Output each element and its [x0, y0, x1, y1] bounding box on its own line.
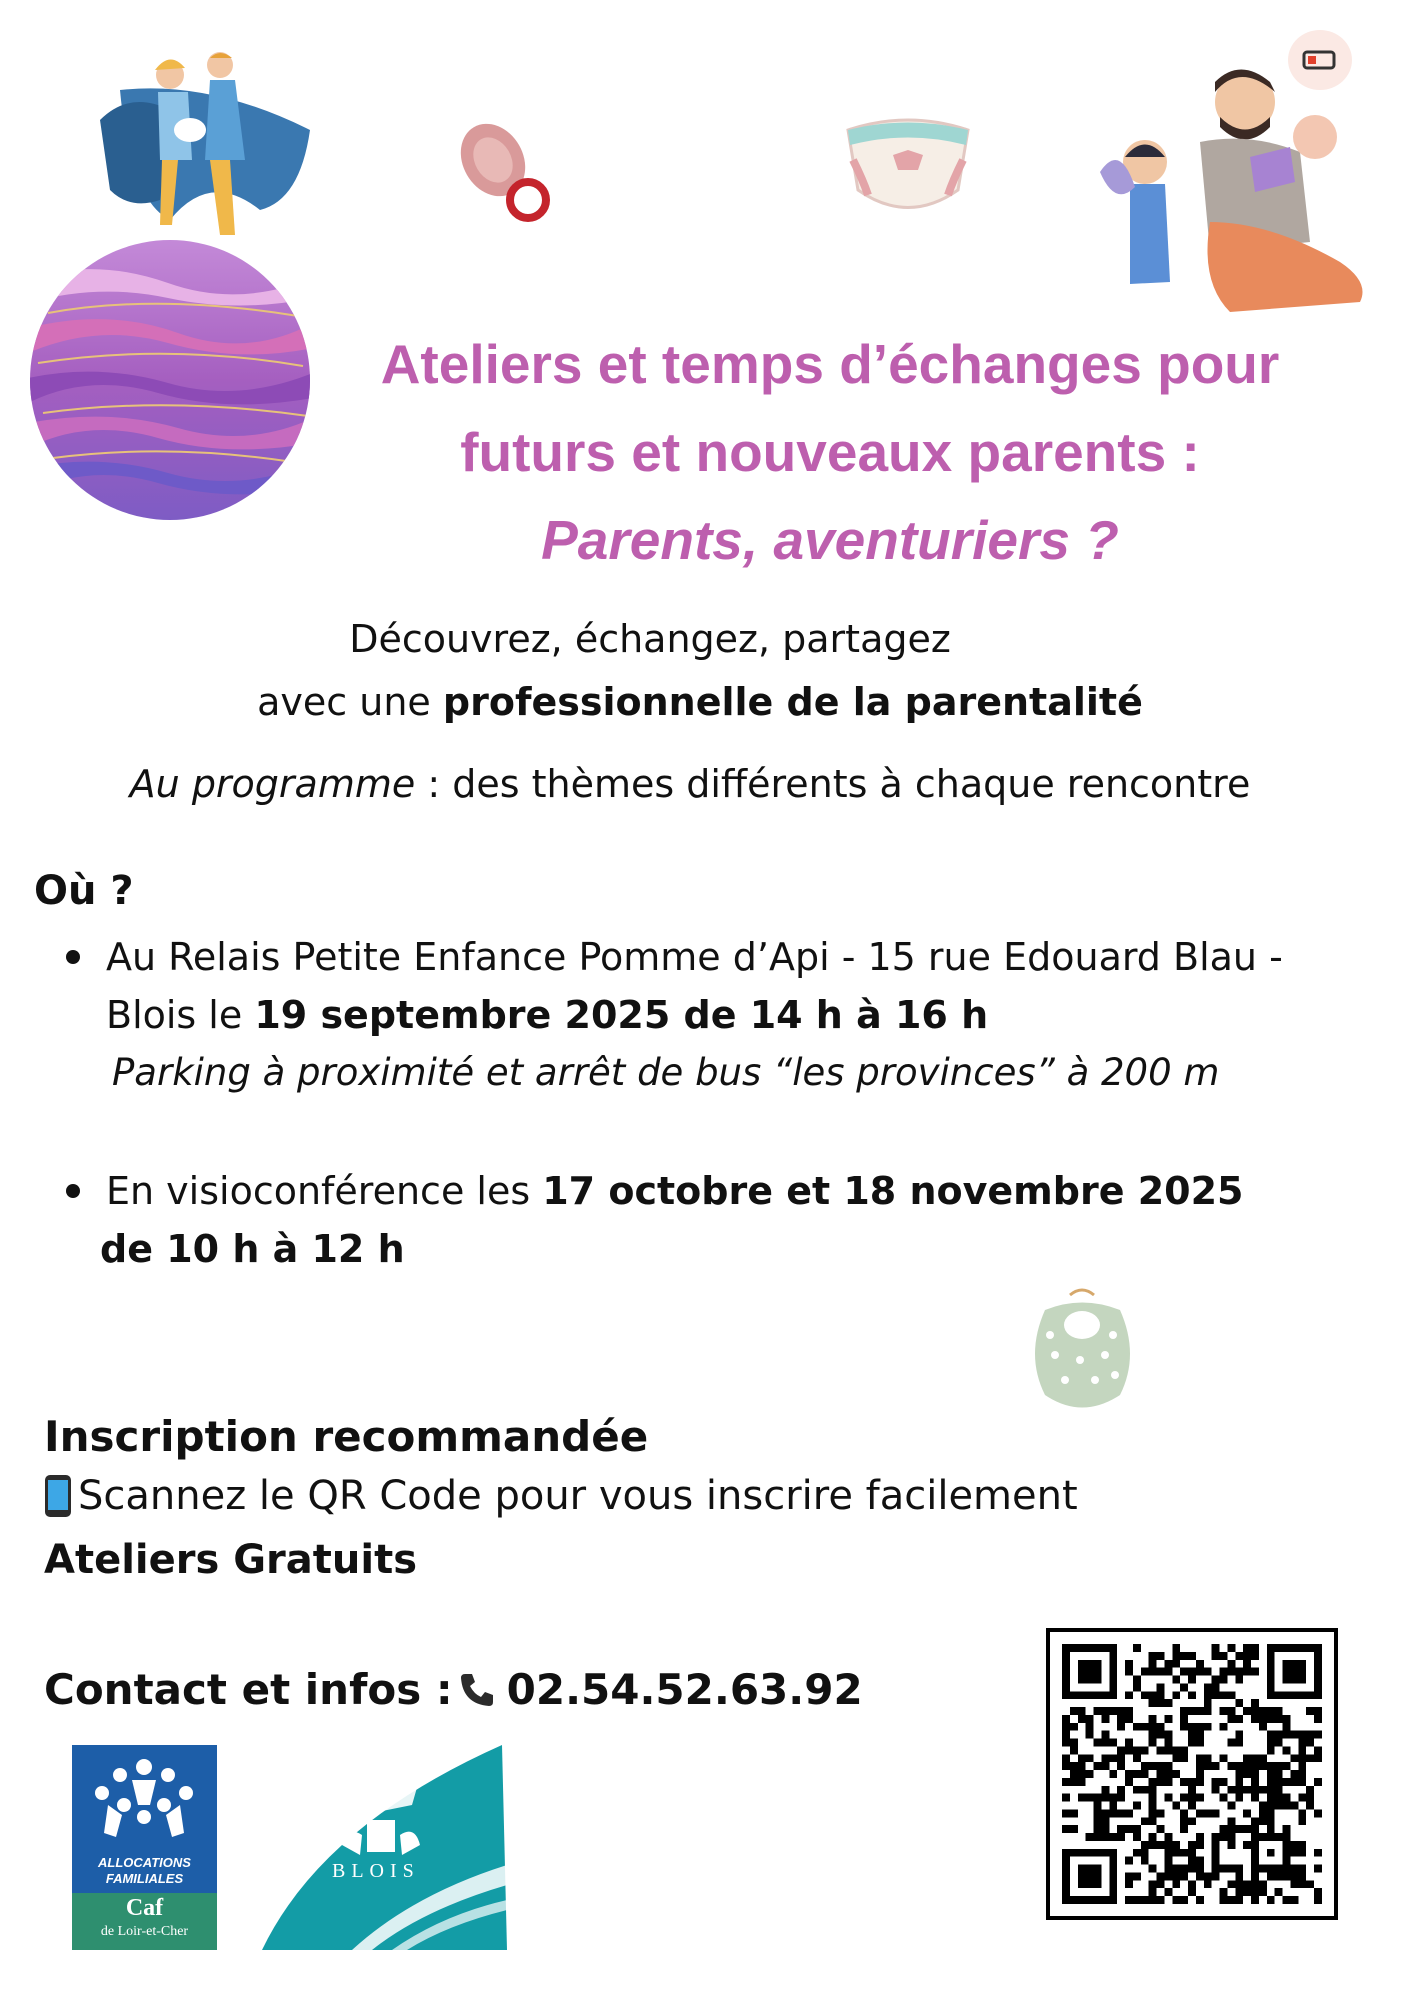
caf-region: de Loir-et-Cher [100, 1924, 189, 1939]
signup-heading: Inscription recommandée [44, 1412, 649, 1461]
contact-phone: 02.54.52.63.92 [506, 1665, 863, 1714]
where-item-1-prefix: Blois le [106, 993, 255, 1037]
program-label: Au programme [129, 762, 416, 806]
where-item-2-prefix: En visioconférence les [106, 1169, 543, 1213]
bullet-icon [66, 950, 80, 964]
bullet-icon [66, 1184, 80, 1198]
title-line-1: Ateliers et temps d’échanges pour [380, 333, 1280, 395]
blois-emblem-icon [262, 1745, 507, 1950]
caf-line-2: FAMILIALES [105, 1871, 184, 1886]
scan-text: Scannez le QR Code pour vous inscrire facilement [78, 1473, 1078, 1519]
program-text: : des thèmes différents à chaque rencontre [415, 762, 1251, 806]
caf-logo [72, 1745, 217, 1950]
blois-logo [262, 1745, 507, 1950]
title-line-2: futurs et nouveaux parents : [460, 421, 1200, 483]
contact-line [44, 1665, 863, 1714]
free-workshops: Ateliers Gratuits [44, 1537, 418, 1583]
intro-line-2 [200, 680, 1200, 724]
purple-planet-illustration [28, 238, 313, 523]
where-item-1-line-1: Au Relais Petite Enfance Pomme d’Api - 15 rue Edouard Blau - [106, 935, 1283, 979]
signup-qr-code[interactable] [1046, 1628, 1338, 1920]
superhero-parents-illustration [60, 50, 320, 250]
where-heading: Où ? [34, 868, 134, 914]
intro-professional: professionnelle de la parentalité [442, 680, 1143, 724]
intro-line-1: Découvrez, échangez, partagez [349, 617, 951, 661]
caf-figures-icon [72, 1745, 217, 1850]
where-item-1-note: Parking à proximité et arrêt de bus “les provinces” à 200 m [112, 1051, 1220, 1094]
where-item-2-line-1 [106, 1162, 1386, 1220]
title-line-3: Parents, aventuriers ? [541, 509, 1119, 571]
intro-line-2-prefix: avec une [257, 680, 443, 724]
caf-line-1: ALLOCATIONS [98, 1855, 191, 1870]
where-item-2-dates: 17 octobre et 18 novembre 2025 [542, 1169, 1244, 1213]
where-item-1 [66, 928, 1386, 1102]
program-line [100, 762, 1280, 806]
pacifier-illustration [448, 120, 558, 230]
diaper-illustration [838, 110, 978, 230]
baby-bib-illustration [1025, 1285, 1140, 1415]
telephone-icon [457, 1670, 497, 1710]
where-item-1-line-2 [106, 986, 1386, 1044]
tired-father-illustration [1090, 22, 1395, 322]
where-item-2-time: de 10 h à 12 h [100, 1227, 405, 1271]
where-item-2 [66, 1162, 1386, 1278]
page-title [300, 320, 1360, 584]
qr-code-icon [1062, 1644, 1322, 1904]
contact-label: Contact et infos : [44, 1665, 453, 1714]
where-item-1-date: 19 septembre 2025 de 14 h à 16 h [254, 993, 989, 1037]
caf-green-band [72, 1893, 217, 1950]
caf-name: Caf [125, 1895, 164, 1921]
mobile-phone-icon [44, 1474, 72, 1518]
signup-scan-line [44, 1473, 1078, 1519]
blois-name: BLOIS [332, 1860, 420, 1882]
